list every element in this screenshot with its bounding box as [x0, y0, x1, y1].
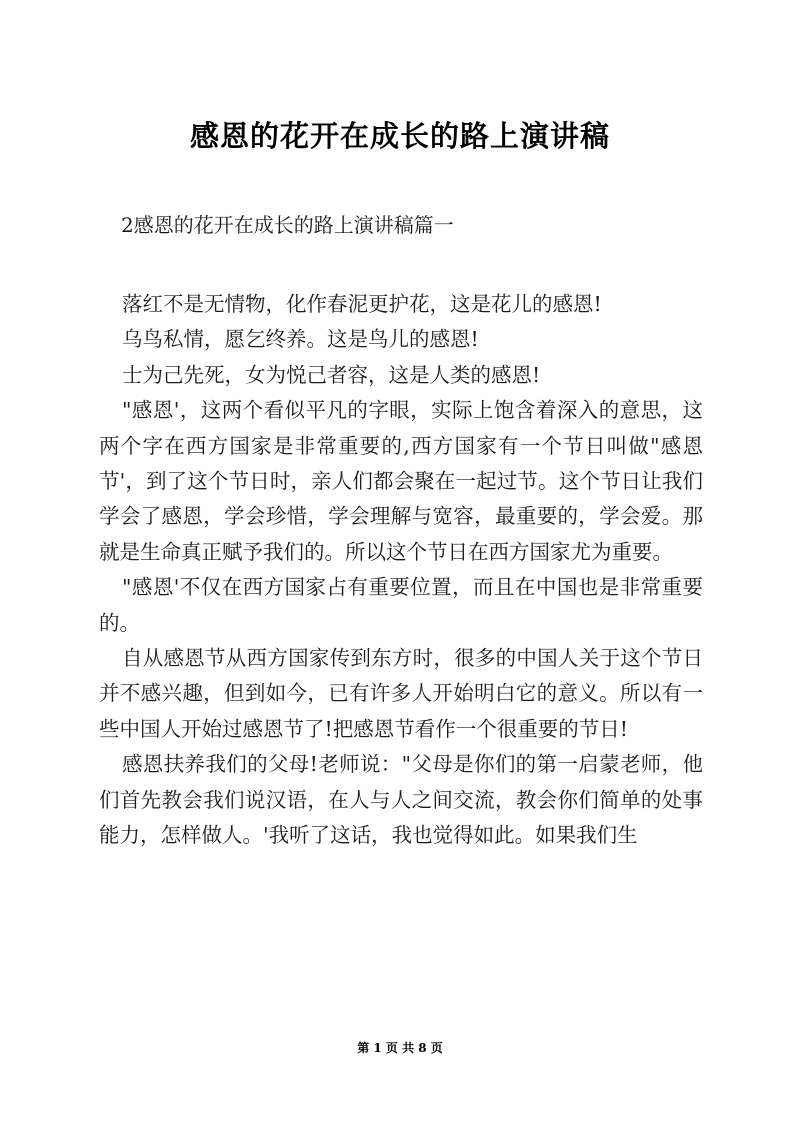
paragraph: 自从感恩节从西方国家传到东方时，很多的中国人关于这个节日并不感兴趣，但到如今，已有许多人开始明白它的意义。所以有一些中国人开始过感恩节了!把感恩节看作一个很重要的节日! — [99, 646, 703, 741]
paragraph: 士为己先死，女为悦己者容，这是人类的感恩! — [122, 362, 541, 387]
paragraph: 感恩扶养我们的父母!老师说："父母是你们的第一启蒙老师，他们首先教会我们说汉语，在人与人之间交流，教会你们简单的处事能力，怎样做人。'我听了这话，我也觉得如此。如果我们生 — [99, 752, 703, 848]
document-title: 感恩的花开在成长的路上演讲稿 — [189, 119, 610, 153]
document-body — [99, 287, 703, 854]
paragraph: "感恩'不仅在西方国家占有重要位置，而且在中国也是非常重要的。 — [99, 575, 703, 635]
paragraph: 乌鸟私情，愿乞终养。这是鸟儿的感恩! — [122, 327, 479, 352]
page-footer: 第 1 页 共 8 页 — [357, 1041, 443, 1055]
paragraph: 落红不是无情物，化作春泥更护花，这是花儿的感恩! — [122, 292, 602, 316]
document-subtitle: 2感恩的花开在成长的路上演讲稿篇一 — [121, 213, 454, 237]
paragraph: "感恩'，这两个看似平凡的字眼，实际上饱含着深入的意思，这两个字在西方国家是非常重要的,西方国家有一个节日叫做"感恩节'，到了这个节日时，亲人们都会聚在一起过节。这个节日让我们学会了感恩，学会珍惜，学会理解与宽容，最重要的，学会爱。那就是生命真正赋予我们的。所以这个节日在西方国家尤为重要。 — [99, 398, 703, 564]
